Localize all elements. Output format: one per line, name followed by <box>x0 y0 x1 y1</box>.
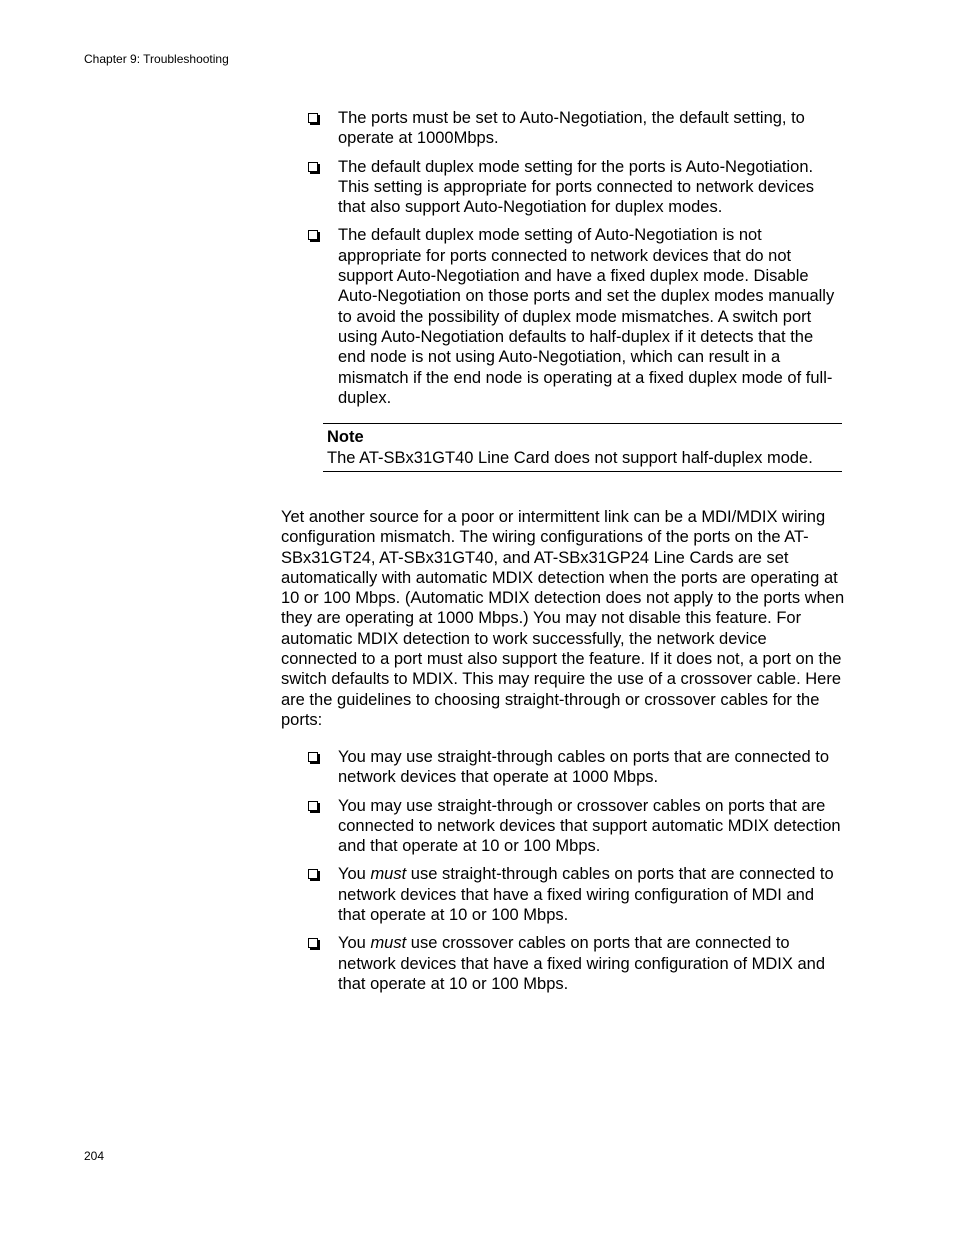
chapter-header: Chapter 9: Troubleshooting <box>84 52 229 66</box>
text-prefix: You <box>338 865 371 884</box>
note-title: Note <box>327 428 364 446</box>
checkbox-bullet-icon <box>308 869 318 879</box>
note-text: The AT-SBx31GT40 Line Card does not support half-duplex mode. <box>327 448 813 467</box>
checkbox-bullet-icon <box>308 113 318 123</box>
list-item <box>308 796 844 857</box>
list-item <box>308 864 844 925</box>
text-suffix: use crossover cables on ports that are connected to network devices that have a fixed wiring configuration of MDIX and that operate at 10 or 100 Mbps. <box>338 934 826 993</box>
list-item <box>308 225 844 408</box>
checkbox-bullet-icon <box>308 938 318 948</box>
list-item-text <box>338 865 834 924</box>
checkbox-bullet-icon <box>308 801 318 811</box>
list-item <box>308 933 844 994</box>
list-item <box>308 108 844 149</box>
cable-guidelines-list <box>308 747 844 1002</box>
list-item-text: You may use straight-through cables on ports that are connected to network devices that operate at 1000 Mbps. <box>338 748 830 787</box>
autonegotiation-list <box>308 108 844 416</box>
list-item-text <box>338 934 825 993</box>
checkbox-bullet-icon <box>308 230 318 240</box>
list-item-text: You may use straight-through or crossover cables on ports that are connected to network devices that support automatic MDIX detection and that operate at 10 or 100 Mbps. <box>338 796 841 856</box>
mdix-paragraph: Yet another source for a poor or intermittent link can be a MDI/MDIX wiring configuration mismatch. The wiring configurations of the ports on the AT-SBx31GT24, AT-SBx31GT40, and AT-SBx31GP24 Line Cards are set automatically with automatic MDIX detection when the ports are operating at 10 or 100 Mbps. (Automatic MDIX detection does not apply to the ports when they are operating at 1000 Mbps.) You may not disable this feature. For automatic MDIX detection to work successfully, the network device connected to a port must also support the feature. If it does not, a port on the switch defaults to MDIX. This may require the use of a crossover cable. Here are the guidelines to choosing straight-through or crossover cables for the ports: <box>281 508 845 729</box>
list-item-text: The default duplex mode setting of Auto-Negotiation is not appropriate for ports connected to network devices that do not support Auto-Negotiation and have a fixed duplex mode. Disable Auto-Negotiation on those ports and set the duplex modes manually to avoid the possibility of duplex mode mismatches. A switch port using Auto-Negotiation defaults to half-duplex if it detects that the end node is not using Auto-Negotiation, which can result in a mismatch if the end node is operating at a fixed duplex mode of full-duplex. <box>338 226 835 407</box>
list-item-text: The ports must be set to Auto-Negotiation, the default setting, to operate at 1000Mbps. <box>338 109 805 148</box>
text-suffix: use straight-through cables on ports that are connected to network devices that have a fixed wiring configuration of MDI and that operate at 10 or 100 Mbps. <box>338 865 834 925</box>
list-item <box>308 747 844 788</box>
emphasis-text: must <box>370 865 407 884</box>
checkbox-bullet-icon <box>308 752 318 762</box>
page-number: 204 <box>84 1149 105 1163</box>
text-prefix: You <box>338 934 371 953</box>
list-item-text: The default duplex mode setting for the ports is Auto-Negotiation. This setting is appropriate for ports connected to network devices that also support Auto-Negotiation for duplex modes. <box>338 157 814 217</box>
checkbox-bullet-icon <box>308 162 318 172</box>
note-box <box>323 423 842 472</box>
emphasis-text: must <box>370 934 407 953</box>
list-item <box>308 157 844 218</box>
